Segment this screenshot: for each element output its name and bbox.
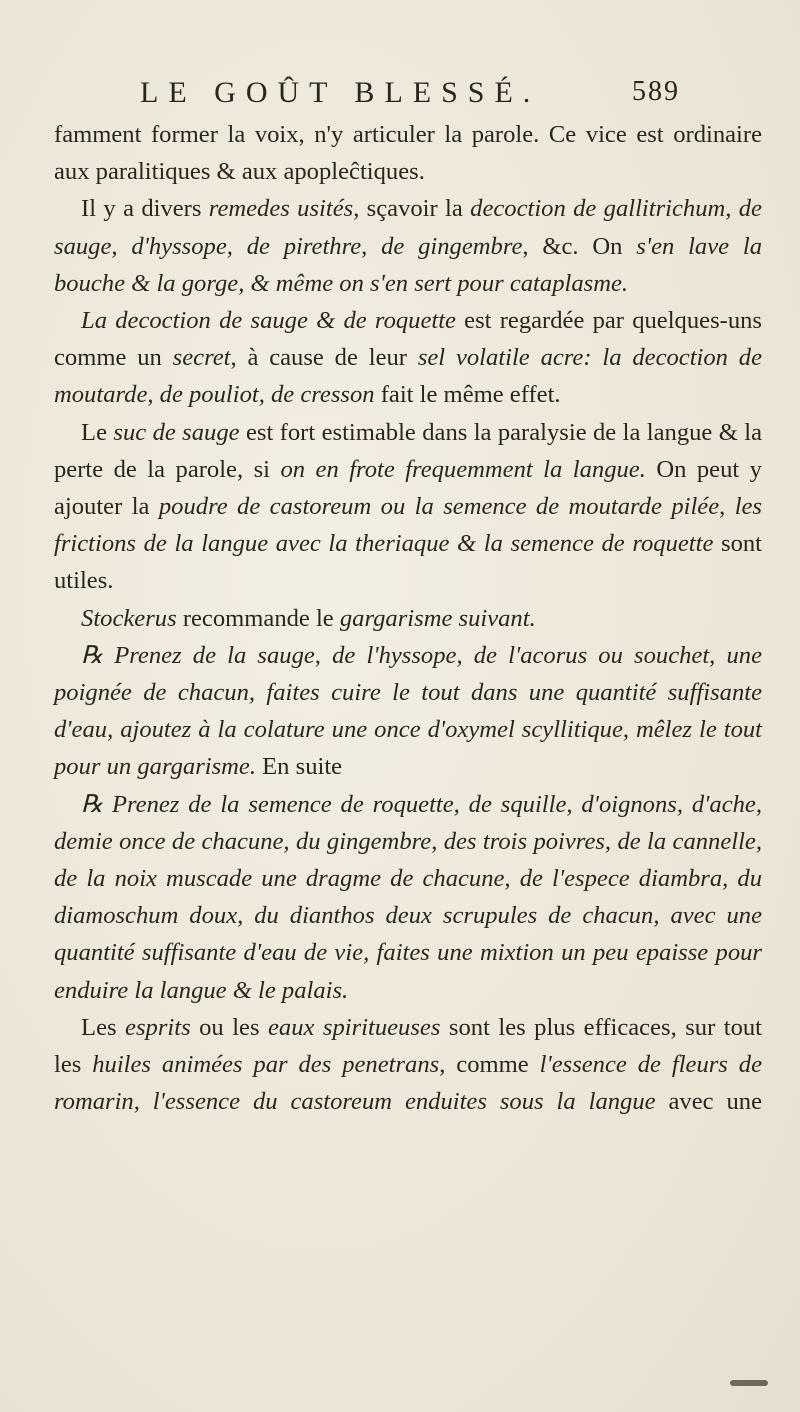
paragraph <box>54 302 762 414</box>
italic-run: sel volatile acre: la decoction de moutarde, de pouliot, de cresson <box>54 344 763 409</box>
italic-run: La decoction de sauge & de roquette <box>81 307 456 335</box>
text-run: , <box>719 493 735 521</box>
text-run: , sçavoir la <box>353 195 471 223</box>
text-run: recommande le <box>176 604 340 632</box>
text-run: Le <box>81 418 114 446</box>
body-text <box>54 116 762 1120</box>
text-run: En suite <box>256 753 343 781</box>
paragraph <box>54 786 762 1009</box>
italic-run: remedes usités <box>208 195 354 223</box>
italic-run: suc de sauge <box>113 418 240 446</box>
italic-run: secret <box>172 344 231 372</box>
italic-run: poudre de castoreum ou la semence de moutarde pilée <box>158 493 720 521</box>
text-run: On peut y ajouter la <box>54 455 762 521</box>
text-run: Il y a divers <box>81 195 209 223</box>
italic-run: les frictions de la langue avec la theriaque & la semence de roquette <box>54 493 763 558</box>
italic-run: eaux spiritueuses <box>268 1013 441 1041</box>
paragraph <box>54 637 762 786</box>
paragraph <box>54 116 762 190</box>
paragraph <box>54 190 762 302</box>
italic-run: l'essence de fleurs de romarin, l'essence du castoreum enduites sous la langue <box>54 1051 763 1116</box>
text-run: , &c. On <box>522 232 637 260</box>
italic-run: ℞ Prenez de la semence de roquette, de squille, d'oignons, d'ache, demie once de chacune, du gingembre, des trois poivres, de la cannelle, de la noix muscade une dragme de chacune, de l'espece diambra, du diamoschum doux, du dianthos deux scrupules de chacun, avec une quantité suffisante d'eau de vie, faites une mixtion un peu epaisse pour enduire la langue & le palais. <box>54 790 762 1004</box>
text-run: est regardée par quelques-uns comme un <box>54 307 762 372</box>
page-number: 589 <box>632 76 680 107</box>
italic-run: Stockerus <box>81 604 177 632</box>
text-run: Les <box>81 1013 126 1041</box>
text-run: , à cause de leur <box>230 344 418 372</box>
text-run: sont utiles. <box>54 530 762 595</box>
paragraph <box>54 600 762 637</box>
italic-run: decoction de gallitrichum, de sauge, d'hyssope, de pirethre, de gingembre <box>54 195 762 260</box>
paragraph <box>54 414 762 600</box>
text-run: est fort estimable dans la paralysie de la langue & la perte de la parole, si <box>54 418 762 483</box>
text-run: sont les plus efficaces, sur tout les <box>54 1013 762 1079</box>
text-run: avec une <box>655 1088 763 1116</box>
italic-run: gargarisme suivant. <box>339 604 536 632</box>
text-run: famment former la voix, n'y articuler la parole. Ce vice est ordinaire aux paralitiques & aux apopleĉtiques. <box>54 121 762 186</box>
ink-mark <box>730 1380 768 1386</box>
running-title: LE GOÛT BLESSÉ. <box>140 76 541 109</box>
text-run: fait le même effet. <box>374 381 561 409</box>
italic-run: ℞ Prenez de la sauge, de l'hyssope, de l'acorus ou souchet, une poignée de chacun, faites cuire le tout dans une quantité suffisante d'eau, ajoutez à la colature une once d'oxymel scyllitique, mêlez le tout pour un gargarisme. <box>54 641 762 781</box>
italic-run: huiles animées par des penetrans <box>92 1051 440 1079</box>
italic-run: esprits <box>125 1013 191 1041</box>
text-run: ou les <box>190 1013 268 1041</box>
page-header <box>140 76 680 116</box>
text-run: , comme <box>439 1051 540 1079</box>
italic-run: on en frote frequemment la langue. <box>280 455 646 483</box>
italic-run: s'en lave la bouche & la gorge, & même on s'en sert pour cataplasme. <box>54 232 763 297</box>
paragraph <box>54 1009 762 1121</box>
